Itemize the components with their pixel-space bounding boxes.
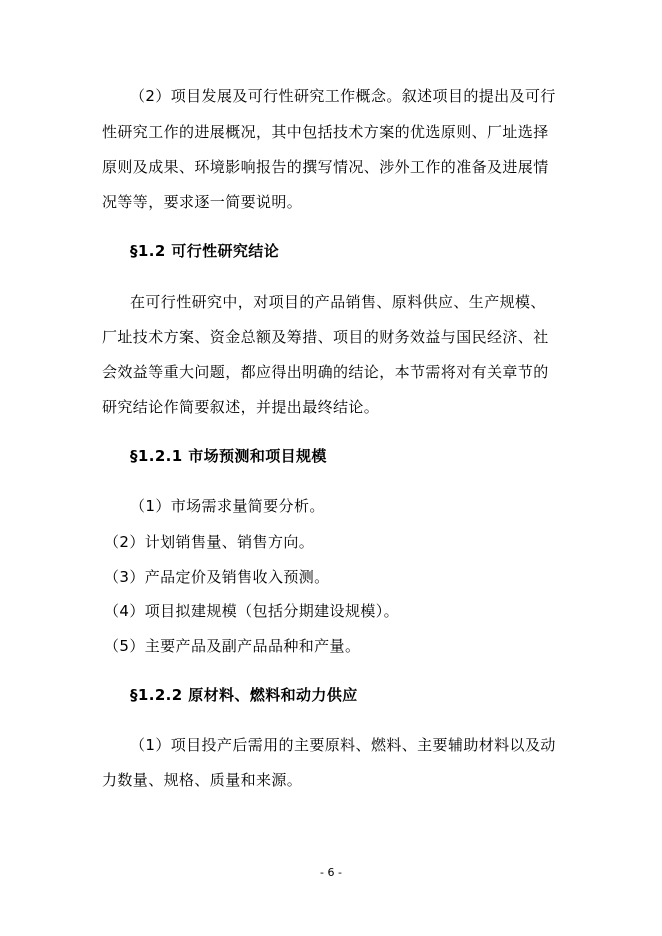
section-heading-1-2-1: §1.2.1 市场预测和项目规模 — [130, 447, 327, 465]
list-item: （5）主要产品及副产品品种和产量。 — [104, 637, 361, 655]
list-item: （4）项目拟建规模（包括分期建设规模）。 — [104, 602, 400, 620]
paragraph-line: 会效益等重大问题，都应得出明确的结论，本节需将对有关章节的 — [102, 363, 549, 381]
list-item: （1）市场需求量简要分析。 — [130, 497, 325, 515]
list-item: （3）产品定价及销售收入预测。 — [104, 568, 330, 586]
paragraph-line: （2）项目发展及可行性研究工作概念。叙述项目的提出及可行 — [130, 87, 556, 105]
section-heading-1-2-2: §1.2.2 原材料、燃料和动力供应 — [130, 686, 358, 704]
paragraph-line: 研究结论作简要叙述，并提出最终结论。 — [102, 398, 380, 416]
section-heading-1-2: §1.2 可行性研究结论 — [130, 242, 280, 260]
list-item: （2）计划销售量、销售方向。 — [104, 533, 315, 551]
paragraph-line: 力数量、规格、质量和来源。 — [102, 771, 303, 789]
paragraph-line: 况等等，要求逐一简要说明。 — [102, 193, 303, 211]
page-number: - 6 - — [320, 866, 342, 879]
paragraph-line: 原则及成果、环境影响报告的撰写情况、涉外工作的准备及进展情 — [102, 158, 549, 176]
paragraph-line: （1）项目投产后需用的主要原料、燃料、主要辅助材料以及动 — [130, 736, 556, 754]
paragraph-line: 厂址技术方案、资金总额及筹措、项目的财务效益与国民经济、社 — [102, 328, 549, 346]
paragraph-line: 在可行性研究中，对项目的产品销售、原料供应、生产规模、 — [130, 293, 546, 311]
paragraph-line: 性研究工作的进展概况，其中包括技术方案的优选原则、厂址选择 — [102, 123, 549, 141]
